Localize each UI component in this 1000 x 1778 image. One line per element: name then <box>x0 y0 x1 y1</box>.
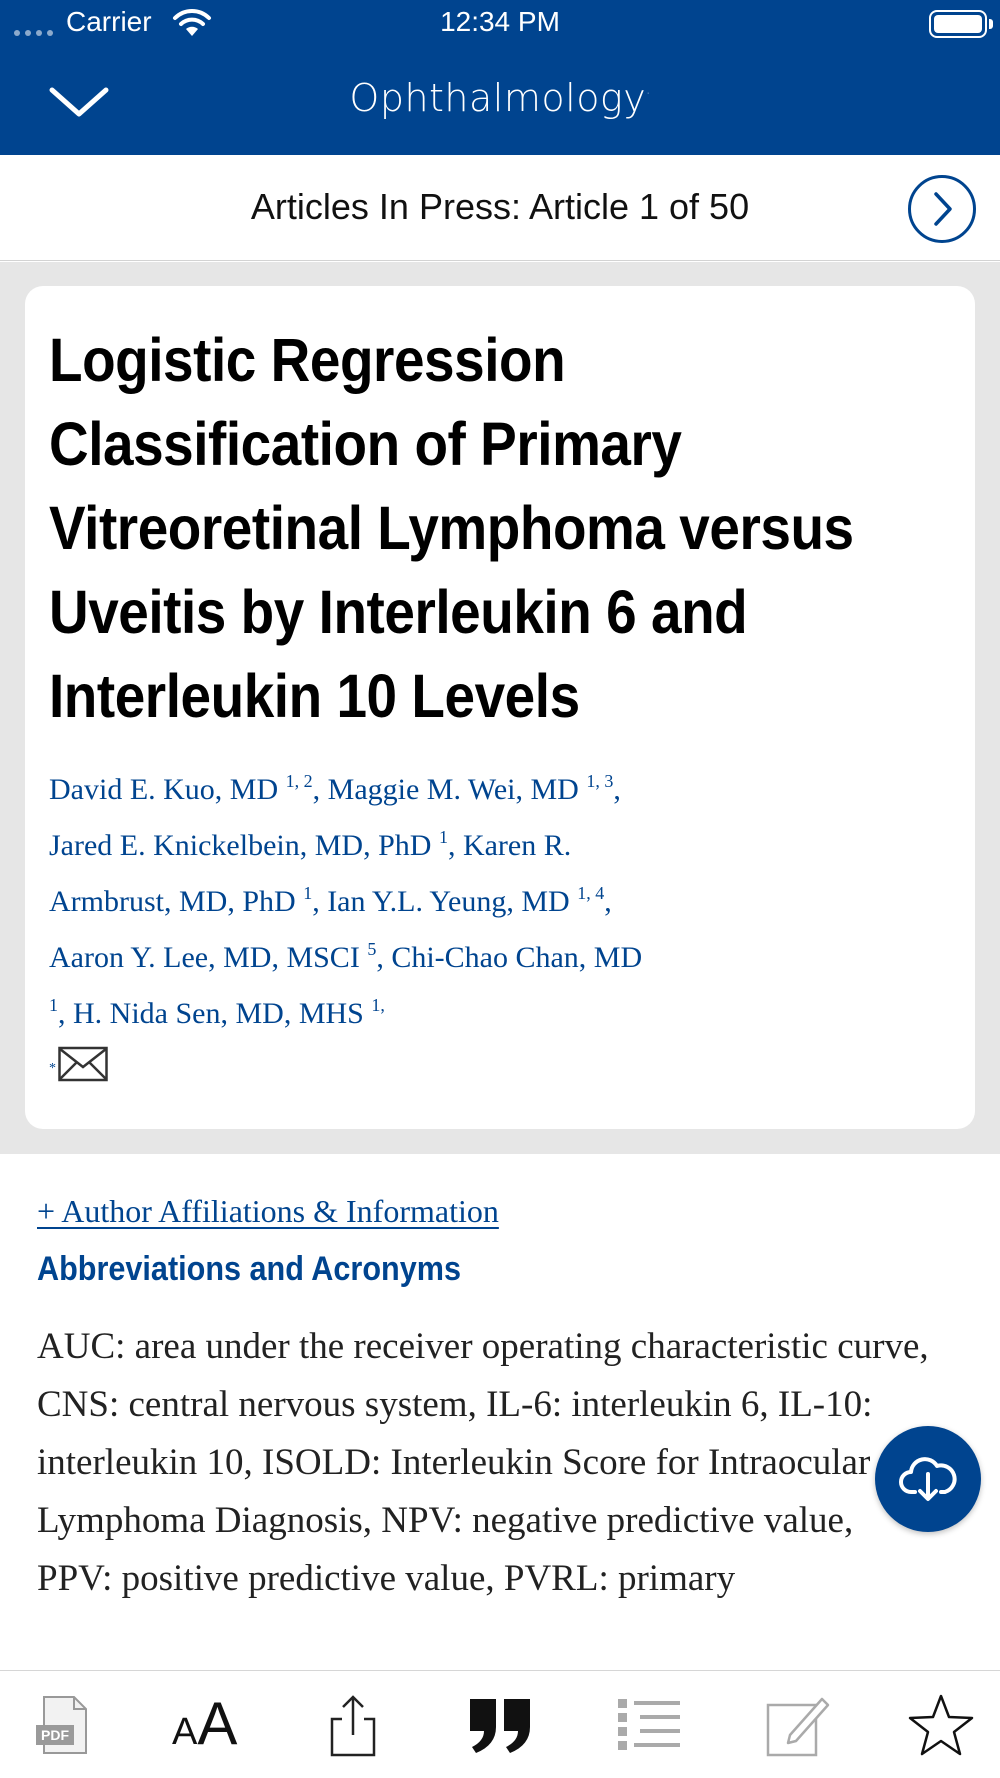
citation-icon[interactable] <box>466 1691 536 1761</box>
author-link[interactable]: H. Nida Sen, MD, MHS $^{1,}$ <box>73 995 385 1030</box>
author-link[interactable]: Karen R. Armbrust, MD, PhD $^1$ <box>49 829 572 918</box>
author-link[interactable]: Jared E. Knickelbein, MD, PhD $^1$ <box>49 827 448 862</box>
outline-icon[interactable] <box>614 1691 684 1761</box>
status-time: 12:34 PM <box>440 6 560 37</box>
pdf-label: PDF <box>41 1727 69 1743</box>
cloud-download-icon <box>899 1452 957 1506</box>
top-bar <box>0 0 1000 155</box>
notes-icon[interactable] <box>762 1691 832 1761</box>
journal-mark: · <box>646 86 651 101</box>
author-link[interactable]: Maggie M. Wei, MD $^{1, 3}$ <box>327 771 614 806</box>
article-nav-bar <box>0 155 1000 261</box>
article-position-label: Articles In Press: Article 1 of 50 <box>250 186 750 227</box>
author-link[interactable]: David E. Kuo, MD $^{1, 2}$ <box>49 771 313 806</box>
chevron-right-circle-icon <box>911 178 973 240</box>
author-link[interactable]: Chi-Chao Chan, MD $^1$ <box>49 941 643 1015</box>
article-title: Logistic Regression Classification of Primary Vitreoretinal Lymphoma versus Uveitis by Interleukin 6 and Interleukin 10 Levels <box>49 326 854 730</box>
text-size-icon[interactable]: AA <box>172 1690 238 1757</box>
abbreviations-heading: Abbreviations and Acronyms <box>37 1250 461 1288</box>
carrier-label: Carrier <box>66 6 152 37</box>
corresponding-author[interactable] <box>49 1044 108 1084</box>
battery-icon <box>929 10 987 38</box>
journal-title <box>0 76 1000 120</box>
envelope-icon[interactable] <box>58 1046 108 1082</box>
author-link[interactable]: Ian Y.L. Yeung, MD $^{1, 4}$ <box>327 883 605 918</box>
abbreviations-text: AUC: area under the receiver operating characteristic curve, CNS: central nervous system, IL-6: interleukin 6, IL-10: interleukin 10, ISOLD: Interleukin Score for Intraocular Lymphoma Diagnosis, NPV: negative predictive value, PPV: positive predictive value, PVRL: primary <box>37 1326 929 1599</box>
bottom-toolbar <box>0 1670 1000 1778</box>
next-article-button[interactable] <box>908 175 976 243</box>
share-icon[interactable] <box>318 1691 388 1761</box>
status-bar <box>0 0 1000 48</box>
author-link[interactable]: Aaron Y. Lee, MD, MSCI $^5$ <box>49 939 377 974</box>
pdf-icon[interactable] <box>26 1691 96 1761</box>
author-affiliations-link[interactable]: + Author Affiliations & Information <box>37 1193 499 1229</box>
download-button[interactable] <box>875 1426 981 1532</box>
bookmark-star-icon[interactable] <box>906 1691 976 1761</box>
journal-name: Ophthalmology <box>349 76 647 120</box>
author-list: David E. Kuo, MD $^{1, 2}$, Maggie M. Wei, MD $^{1, 3}$, Jared E. Knickelbein, MD, PhD $^1$, Karen R. Armbrust, MD, PhD $^1$, Ian Y.L. Yeung, MD $^{1, 4}$, Aaron Y. Lee, MD, MSCI $^5$, Chi-Chao Chan, MD $^1$, H. Nida Sen, MD, MHS $^{1,}$ <box>49 771 643 1030</box>
corresponding-mark: * <box>49 1061 56 1076</box>
